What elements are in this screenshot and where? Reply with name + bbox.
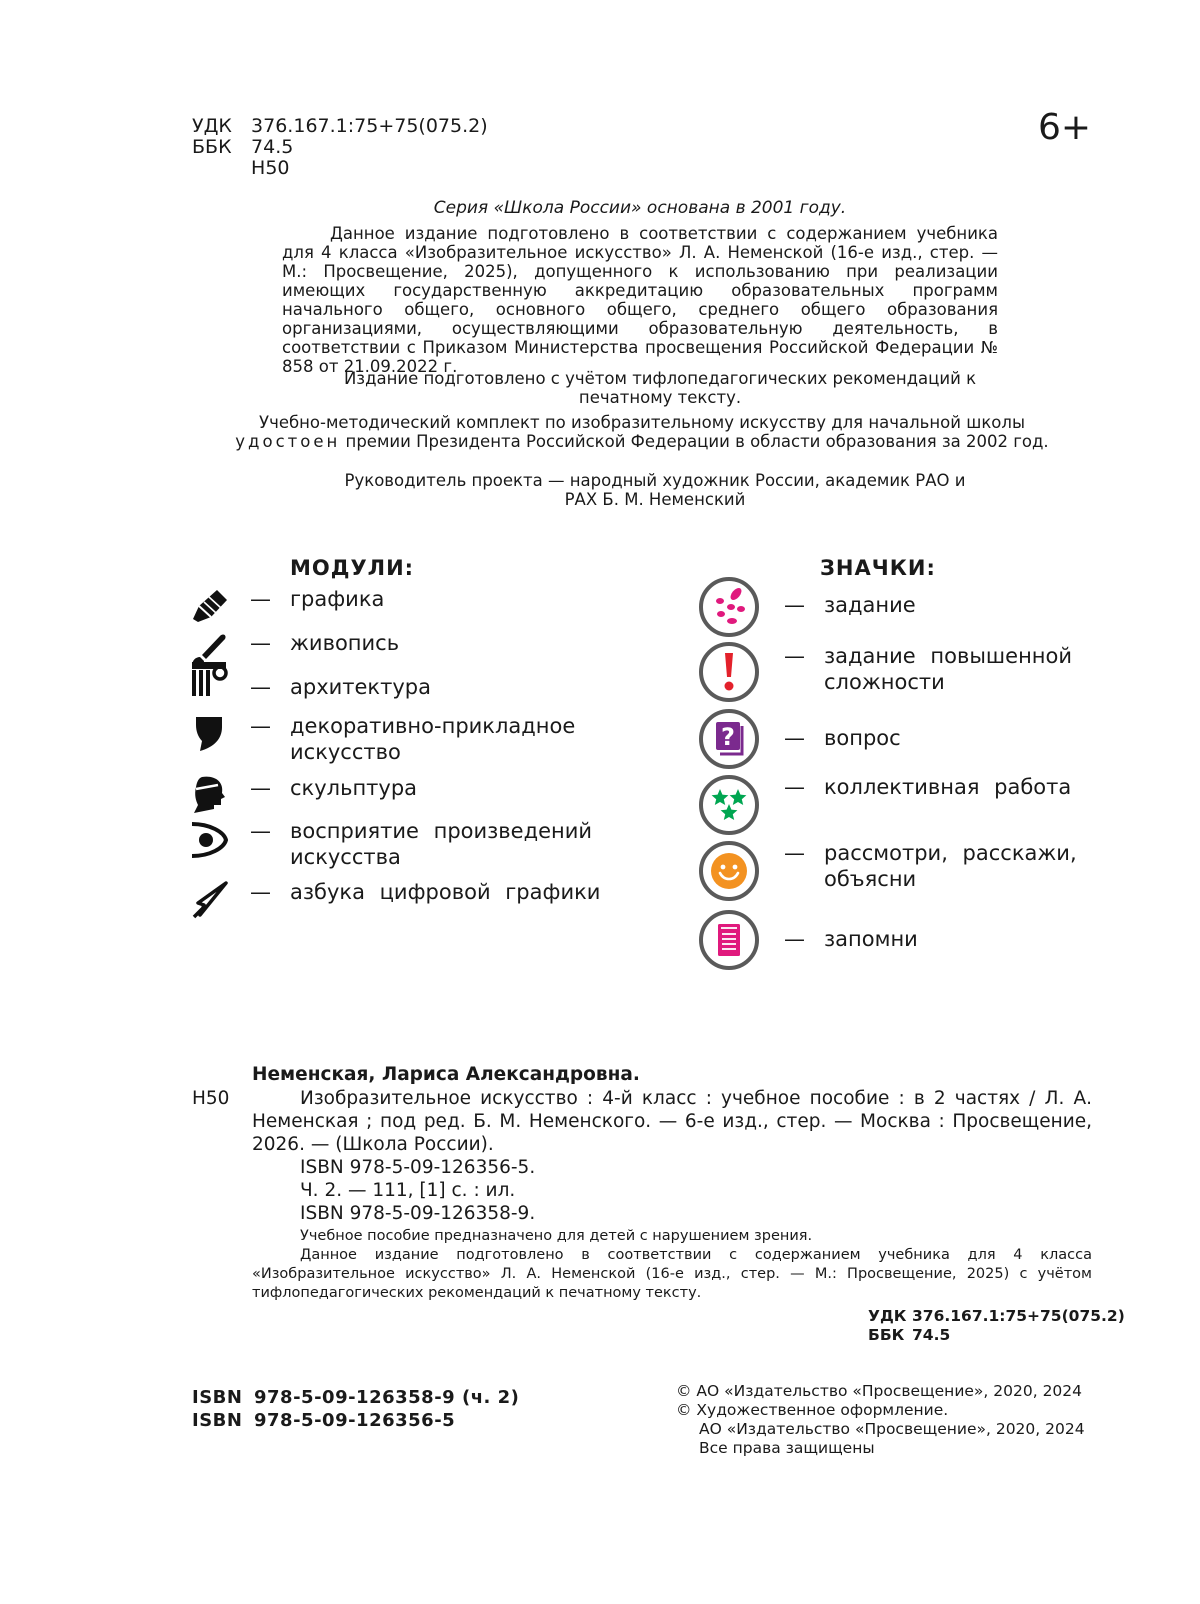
svg-text:?: ? bbox=[721, 723, 735, 751]
bib-note-1: Учебное пособие предназначено для детей с нарушением зрения. bbox=[300, 1228, 813, 1244]
copyright-2: © Художественное оформление. bbox=[676, 1401, 949, 1419]
bib-code: Н50 bbox=[192, 1088, 230, 1109]
bbk-value: 74.5 bbox=[251, 136, 294, 158]
copyright-1: © АО «Издательство «Просвещение», 2020, 2024 bbox=[676, 1382, 1083, 1400]
bib-notes bbox=[252, 1227, 1092, 1303]
edition-paragraph: Данное издание подготовлено в соответствии с содержанием учебника для 4 класса «Изобразительное искусство» Л. А. Неменской (16-е изд., стер. — М.: Просвещение, 2025), допущенного к использованию при реализации имеющих государственную аккредитацию образовательных программ начального общего, основного общего, среднего общего образования организациями, осуществляющими образовательную деятельность, в соответствии с Приказом Министерства просвещения Российской Федерации № 858 от 21.09.2022 г. bbox=[282, 224, 998, 376]
award-paragraph bbox=[212, 413, 1072, 451]
bib-udk-block: УДК 376.167.1:75+75(075.2) ББК 74.5 bbox=[868, 1307, 1125, 1344]
shield-icon bbox=[190, 713, 230, 753]
stylus-icon bbox=[190, 879, 230, 919]
bbk-label: ББК bbox=[192, 136, 232, 158]
award-text-b: премии Президента Российской Федерации в области образования за 2002 год. bbox=[345, 432, 1049, 451]
udk-label: УДК bbox=[192, 115, 232, 137]
footer-isbn-a: 978-5-09-126358-9 (ч. 2) bbox=[254, 1387, 520, 1408]
award-text-spaced: удостоен bbox=[235, 432, 341, 451]
stars-icon bbox=[698, 774, 760, 836]
tiflo-paragraph: Издание подготовлено с учётом тифлопедагогических рекомендаций к печатному тексту. bbox=[343, 369, 977, 407]
smiley-icon bbox=[698, 840, 760, 902]
copyright-block bbox=[676, 1382, 1096, 1458]
bib-isbn-lines bbox=[300, 1156, 535, 1225]
series-note: Серия «Школа России» основана в 2001 году. bbox=[433, 198, 847, 218]
bib-description: Изобразительное искусство : 4-й класс : учебное пособие : в 2 частях / Л. А. Неменская ; под ред. Б. М. Неменского. — 6-е изд., стер. — Москва : Просвещение, 2026. — (Школа России). bbox=[252, 1088, 1092, 1155]
footer-isbn-block: ISBN 978-5-09-126358-9 (ч. 2) ISBN 978-5-09-126356-5 bbox=[192, 1387, 520, 1431]
author-mark: Н50 bbox=[251, 157, 290, 179]
palette-icon bbox=[698, 576, 760, 638]
project-lead-paragraph: Руководитель проекта — народный художник России, академик РАО и РАХ Б. М. Неменский bbox=[344, 471, 966, 509]
badges-heading: ЗНАЧКИ: bbox=[820, 556, 936, 580]
award-text-a: Учебно-методический комплект по изобразительному искусству для начальной школы bbox=[259, 413, 1025, 432]
notepad-icon bbox=[698, 909, 760, 971]
bib-part: Ч. 2. — 111, [1] с. : ил. bbox=[300, 1180, 516, 1201]
copyright-4: Все права защищены bbox=[699, 1439, 875, 1457]
udk-value: 376.167.1:75+75(075.2) bbox=[251, 115, 488, 137]
head-bust-icon bbox=[190, 775, 230, 815]
column-icon bbox=[190, 658, 230, 698]
bib-isbn-2: ISBN 978-5-09-126358-9. bbox=[300, 1203, 536, 1224]
age-rating: 6+ bbox=[1038, 107, 1092, 148]
modules-heading: МОДУЛИ: bbox=[290, 556, 415, 580]
question-icon bbox=[698, 708, 760, 770]
footer-isbn-b: 978-5-09-126356-5 bbox=[254, 1410, 456, 1431]
bib-isbn-1: ISBN 978-5-09-126356-5. bbox=[300, 1157, 536, 1178]
exclamation-icon bbox=[698, 641, 760, 703]
udk-block bbox=[192, 116, 488, 179]
eye-icon bbox=[190, 818, 230, 858]
pencil-icon bbox=[190, 586, 230, 626]
bib-note-2: Данное издание подготовлено в соответствии с содержанием учебника для 4 класса «Изобразительное искусство» Л. А. Неменской (16-е изд., стер. — М.: Просвещение, 2025) с учётом тифлопедагогических рекомендаций к печатному тексту. bbox=[252, 1247, 1092, 1301]
copyright-3: АО «Издательство «Просвещение», 2020, 2024 bbox=[699, 1420, 1085, 1438]
bib-author: Неменская, Лариса Александровна. bbox=[252, 1064, 640, 1085]
